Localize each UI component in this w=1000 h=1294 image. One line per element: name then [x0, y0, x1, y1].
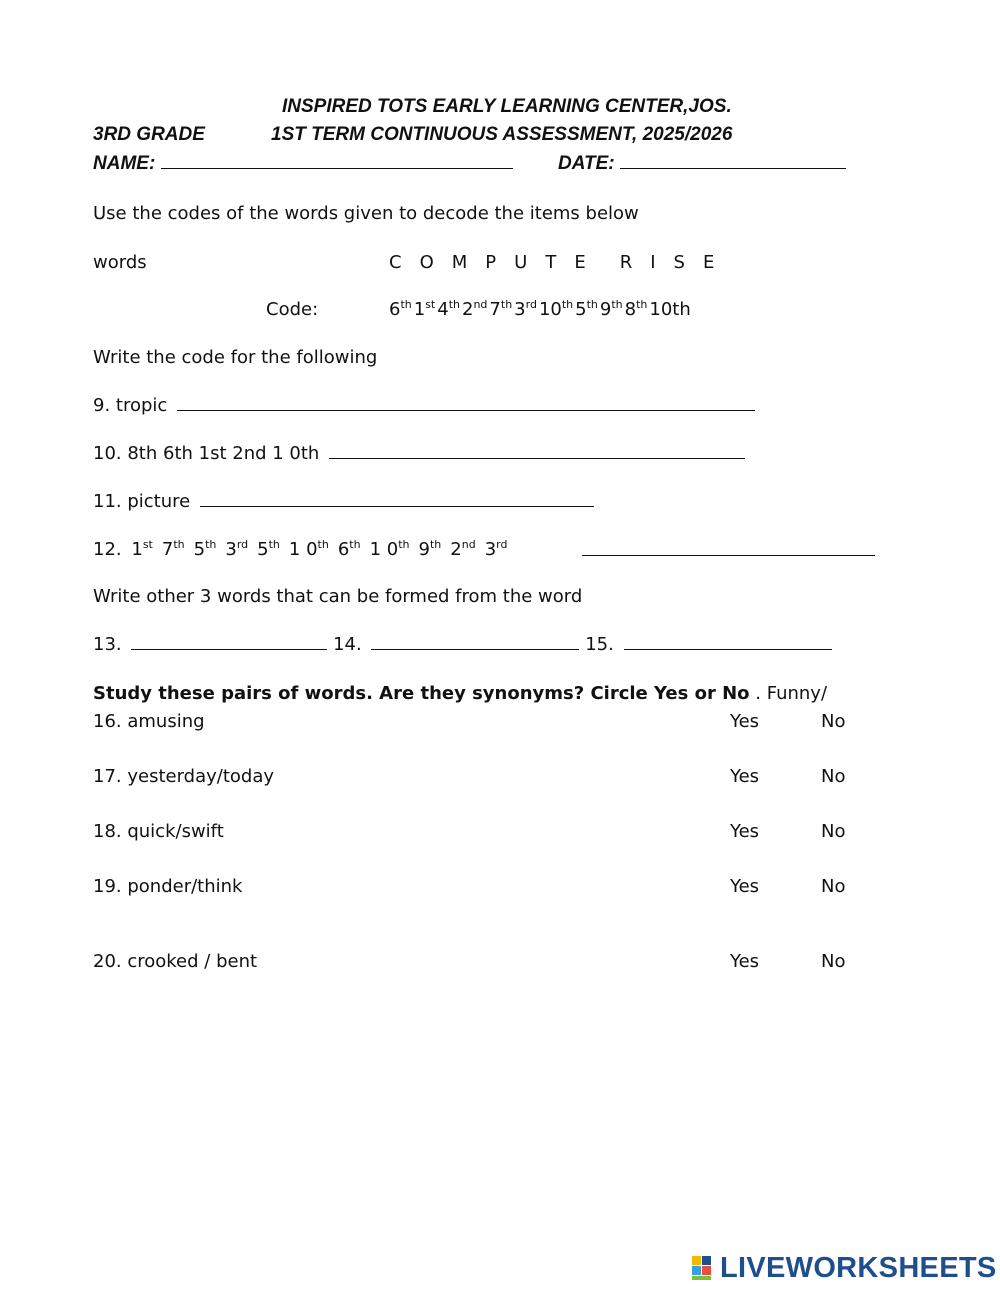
- grade-label: 3RD GRADE: [93, 124, 205, 145]
- no-option[interactable]: No: [821, 821, 846, 842]
- date-blank[interactable]: [620, 152, 846, 169]
- answer-12-blank[interactable]: [582, 541, 875, 556]
- synonyms-instruction: Study these pairs of words. Are they synonyms? Circle Yes or No: [93, 683, 750, 704]
- synonyms-instruction-line: [93, 683, 827, 704]
- code-letter: R: [619, 252, 633, 273]
- name-label: NAME:: [93, 153, 156, 174]
- code-value: 1st: [413, 298, 436, 320]
- code-value: 3rd: [514, 298, 537, 320]
- question-9-text: 9. tropic: [93, 395, 168, 416]
- answer-14-blank[interactable]: [371, 635, 579, 650]
- question-12-code: 1st: [131, 538, 153, 560]
- question-12-code: 5th: [257, 538, 280, 560]
- yes-option[interactable]: Yes: [730, 766, 760, 787]
- question-13-label: 13.: [93, 634, 122, 655]
- code-letter: T: [545, 252, 557, 273]
- assessment-title: 1ST TERM CONTINUOUS ASSESSMENT, 2025/2026: [271, 124, 733, 145]
- question-12-code: 7th: [161, 538, 185, 560]
- question-12: [93, 539, 516, 560]
- question-12-code: 2nd: [450, 538, 476, 560]
- synonym-pair-label: 19. ponder/think: [93, 876, 243, 897]
- code-letter: P: [485, 252, 497, 273]
- question-12-code: 5th: [193, 538, 217, 560]
- code-letter: S: [673, 252, 685, 273]
- yes-option[interactable]: Yes: [730, 951, 760, 972]
- liveworksheets-logo-icon: [692, 1256, 718, 1282]
- question-12-code: 3rd: [225, 538, 249, 560]
- name-blank[interactable]: [161, 152, 513, 169]
- question-12-code: 1 0th: [288, 538, 329, 560]
- code-value: 7th: [489, 298, 513, 320]
- question-11: [93, 491, 594, 512]
- question-12-code: 3rd: [484, 538, 508, 560]
- yes-option[interactable]: Yes: [730, 711, 760, 732]
- answer-13-blank[interactable]: [131, 635, 327, 650]
- synonym-pair-label: 20. crooked / bent: [93, 951, 258, 972]
- synonym-pair-label: 18. quick/swift: [93, 821, 224, 842]
- code-letter: O: [419, 252, 434, 273]
- liveworksheets-brand: LIVEWORKSHEETS: [720, 1252, 997, 1284]
- code-letter: E: [574, 252, 586, 273]
- code-value: 9th: [599, 298, 623, 320]
- code-value: 8th: [624, 298, 648, 320]
- answer-15-blank[interactable]: [624, 635, 832, 650]
- other-words-instruction: Write other 3 words that can be formed from the word: [93, 586, 583, 607]
- question-12-codes: [131, 539, 516, 560]
- no-option[interactable]: No: [821, 876, 846, 897]
- question-10: [93, 443, 745, 464]
- code-label: Code:: [266, 299, 319, 320]
- answer-10-blank[interactable]: [329, 444, 745, 459]
- yes-option[interactable]: Yes: [730, 876, 760, 897]
- code-value: 6th: [389, 298, 412, 320]
- code-letter: E: [702, 252, 715, 273]
- question-10-text: 10. 8th 6th 1st 2nd 1 0th: [93, 443, 320, 464]
- write-code-instruction: Write the code for the following: [93, 347, 378, 368]
- code-letter: I: [650, 252, 656, 273]
- question-12-code: 9th: [418, 538, 442, 560]
- date-label: DATE:: [558, 153, 615, 174]
- no-option[interactable]: No: [821, 711, 846, 732]
- code-value: 10th: [649, 299, 691, 320]
- question-11-text: 11. picture: [93, 491, 191, 512]
- decode-instruction: Use the codes of the words given to decode the items below: [93, 203, 639, 224]
- question-12-code: 1 0th: [369, 538, 410, 560]
- code-letter: C: [389, 252, 402, 273]
- answer-11-blank[interactable]: [200, 492, 594, 507]
- code-letter: U: [514, 252, 528, 273]
- synonym-pair-label: 17. yesterday/today: [93, 766, 275, 787]
- code-value: 2nd: [462, 298, 488, 320]
- synonym-pair-label: 16. amusing: [93, 711, 205, 732]
- code-value: 10th: [538, 298, 574, 320]
- question-13-15: [93, 634, 832, 655]
- code-letter: M: [451, 252, 468, 273]
- code-value: 4th: [437, 298, 460, 320]
- code-letters-row: [389, 252, 732, 273]
- school-title: INSPIRED TOTS EARLY LEARNING CENTER,JOS.: [282, 96, 732, 117]
- question-12-prefix: 12.: [93, 539, 122, 560]
- answer-9-blank[interactable]: [177, 396, 755, 411]
- date-field: [558, 152, 846, 175]
- question-14-label: 14.: [333, 634, 362, 655]
- code-value: 5th: [575, 298, 598, 320]
- question-15-label: 15.: [585, 634, 614, 655]
- name-field: [93, 152, 513, 175]
- no-option[interactable]: No: [821, 766, 846, 787]
- synonyms-instruction-tail: . Funny/: [755, 683, 828, 704]
- code-values-row: [389, 299, 693, 320]
- question-9: [93, 395, 755, 416]
- no-option[interactable]: No: [821, 951, 846, 972]
- question-12-code: 6th: [337, 538, 361, 560]
- words-label: words: [93, 252, 147, 273]
- yes-option[interactable]: Yes: [730, 821, 760, 842]
